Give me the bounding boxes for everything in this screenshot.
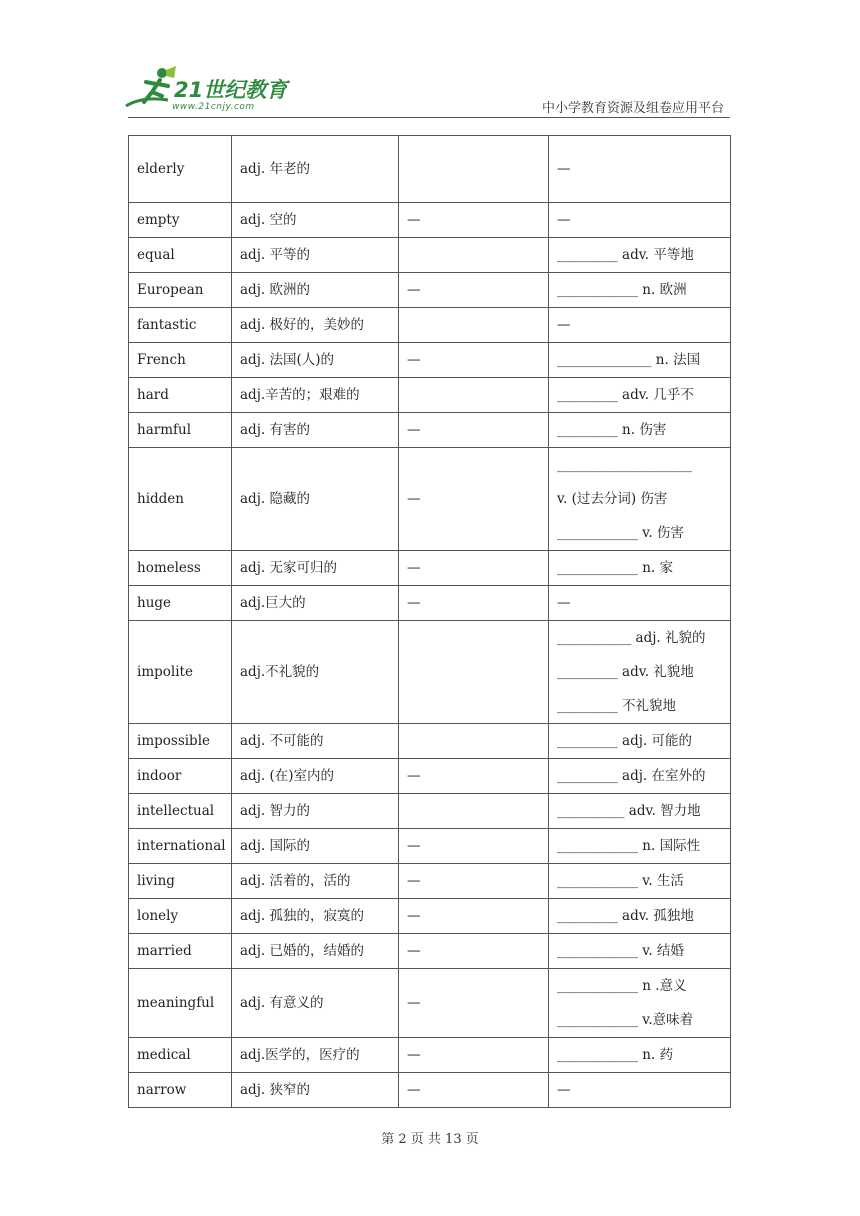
page-number: 第 2 页 共 13 页 bbox=[381, 1132, 479, 1147]
word-cell: narrow bbox=[129, 1073, 232, 1108]
derivative-cell bbox=[549, 551, 731, 586]
form-cell: — bbox=[399, 273, 549, 308]
derivative-line: ____________ n. 家 bbox=[557, 560, 674, 576]
meaning-cell: adj. 隐藏的 bbox=[232, 448, 399, 551]
derivative-line: ____________ v.意味着 bbox=[557, 1012, 694, 1028]
derivative-line: _________ adj. 可能的 bbox=[557, 733, 692, 749]
derivative-line: — bbox=[557, 317, 571, 333]
form-cell bbox=[399, 238, 549, 273]
form-cell: — bbox=[399, 829, 549, 864]
table-row bbox=[129, 413, 731, 448]
derivative-cell bbox=[549, 413, 731, 448]
derivative-cell bbox=[549, 1038, 731, 1073]
form-cell: — bbox=[399, 343, 549, 378]
table-row bbox=[129, 969, 731, 1038]
derivative-line: _________ adv. 几乎不 bbox=[557, 387, 694, 403]
runner-icon bbox=[122, 66, 178, 116]
meaning-cell: adj. 年老的 bbox=[232, 136, 399, 203]
meaning-cell: adj. 狭窄的 bbox=[232, 1073, 399, 1108]
form-cell bbox=[399, 136, 549, 203]
meaning-cell: adj. 有意义的 bbox=[232, 969, 399, 1038]
word-cell: harmful bbox=[129, 413, 232, 448]
derivative-cell bbox=[549, 308, 731, 343]
form-cell bbox=[399, 621, 549, 724]
header-divider bbox=[128, 117, 730, 118]
table-row bbox=[129, 621, 731, 724]
derivative-cell bbox=[549, 724, 731, 759]
derivative-line: v. (过去分词) 伤害 bbox=[557, 491, 668, 507]
derivative-line: — bbox=[557, 161, 571, 177]
derivative-cell bbox=[549, 794, 731, 829]
derivative-cell bbox=[549, 1073, 731, 1108]
form-cell: — bbox=[399, 203, 549, 238]
form-cell bbox=[399, 308, 549, 343]
form-cell: — bbox=[399, 969, 549, 1038]
derivative-cell bbox=[549, 238, 731, 273]
table-row bbox=[129, 864, 731, 899]
form-cell: — bbox=[399, 759, 549, 794]
table-row bbox=[129, 759, 731, 794]
derivative-cell bbox=[549, 586, 731, 621]
page-header bbox=[0, 0, 860, 120]
word-cell: intellectual bbox=[129, 794, 232, 829]
word-cell: fantastic bbox=[129, 308, 232, 343]
table-row bbox=[129, 1073, 731, 1108]
form-cell: — bbox=[399, 1073, 549, 1108]
table-row bbox=[129, 724, 731, 759]
meaning-cell: adj. 空的 bbox=[232, 203, 399, 238]
word-cell: international bbox=[129, 829, 232, 864]
form-cell: — bbox=[399, 934, 549, 969]
word-cell: impolite bbox=[129, 621, 232, 724]
derivative-cell bbox=[549, 934, 731, 969]
form-cell: — bbox=[399, 899, 549, 934]
table-row bbox=[129, 136, 731, 203]
logo-url: www.21cnjy.com bbox=[172, 102, 255, 112]
table-row bbox=[129, 273, 731, 308]
word-cell: impossible bbox=[129, 724, 232, 759]
meaning-cell: adj. (在)室内的 bbox=[232, 759, 399, 794]
derivative-line: ____________ v. 结婚 bbox=[557, 943, 684, 959]
derivative-cell bbox=[549, 378, 731, 413]
word-cell: indoor bbox=[129, 759, 232, 794]
table-row bbox=[129, 934, 731, 969]
derivative-cell bbox=[549, 759, 731, 794]
meaning-cell: adj. 欧洲的 bbox=[232, 273, 399, 308]
table-row bbox=[129, 378, 731, 413]
derivative-line: ____________ n. 欧洲 bbox=[557, 282, 687, 298]
form-cell: — bbox=[399, 864, 549, 899]
meaning-cell: adj. 国际的 bbox=[232, 829, 399, 864]
table-row bbox=[129, 551, 731, 586]
derivative-cell bbox=[549, 136, 731, 203]
meaning-cell: adj.巨大的 bbox=[232, 586, 399, 621]
table-row bbox=[129, 1038, 731, 1073]
word-cell: elderly bbox=[129, 136, 232, 203]
derivative-line: __________ adv. 智力地 bbox=[557, 803, 701, 819]
table-row bbox=[129, 308, 731, 343]
derivative-cell bbox=[549, 621, 731, 724]
derivative-line: _________ adv. 平等地 bbox=[557, 247, 694, 263]
meaning-cell: adj. 极好的，美妙的 bbox=[232, 308, 399, 343]
derivative-line: — bbox=[557, 1082, 571, 1098]
word-cell: lonely bbox=[129, 899, 232, 934]
derivative-line: ______________ n. 法国 bbox=[557, 352, 701, 368]
meaning-cell: adj. 活着的，活的 bbox=[232, 864, 399, 899]
word-cell: huge bbox=[129, 586, 232, 621]
word-cell: medical bbox=[129, 1038, 232, 1073]
meaning-cell: adj. 法国(人)的 bbox=[232, 343, 399, 378]
meaning-cell: adj.辛苦的；艰难的 bbox=[232, 378, 399, 413]
word-cell: meaningful bbox=[129, 969, 232, 1038]
meaning-cell: adj. 已婚的，结婚的 bbox=[232, 934, 399, 969]
word-cell: European bbox=[129, 273, 232, 308]
form-cell: — bbox=[399, 1038, 549, 1073]
form-cell: — bbox=[399, 448, 549, 551]
derivative-line: — bbox=[557, 595, 571, 611]
form-cell bbox=[399, 378, 549, 413]
table-row bbox=[129, 238, 731, 273]
derivative-cell bbox=[549, 203, 731, 238]
form-cell: — bbox=[399, 551, 549, 586]
form-cell bbox=[399, 724, 549, 759]
logo-text: 21世纪教育 bbox=[174, 78, 288, 102]
derivative-cell bbox=[549, 899, 731, 934]
word-cell: equal bbox=[129, 238, 232, 273]
table-row bbox=[129, 899, 731, 934]
derivative-line: ____________ n .意义 bbox=[557, 978, 687, 994]
derivative-line: ____________ n. 药 bbox=[557, 1047, 674, 1063]
derivative-cell bbox=[549, 343, 731, 378]
derivative-cell bbox=[549, 273, 731, 308]
logo bbox=[122, 66, 292, 118]
meaning-cell: adj. 有害的 bbox=[232, 413, 399, 448]
derivative-cell bbox=[549, 864, 731, 899]
word-cell: homeless bbox=[129, 551, 232, 586]
table-row bbox=[129, 203, 731, 238]
derivative-cell bbox=[549, 448, 731, 551]
derivative-line: ___________ adj. 礼貌的 bbox=[557, 630, 706, 646]
derivative-line: _________ adj. 在室外的 bbox=[557, 768, 706, 784]
meaning-cell: adj. 不可能的 bbox=[232, 724, 399, 759]
derivative-line: — bbox=[557, 212, 571, 228]
derivative-line: _________ adv. 礼貌地 bbox=[557, 664, 694, 680]
table-row bbox=[129, 794, 731, 829]
meaning-cell: adj. 智力的 bbox=[232, 794, 399, 829]
derivative-line: _________ adv. 孤独地 bbox=[557, 908, 694, 924]
derivative-line: ____________ n. 国际性 bbox=[557, 838, 701, 854]
form-cell bbox=[399, 794, 549, 829]
derivative-line: ____________________ bbox=[557, 457, 692, 473]
meaning-cell: adj. 孤独的，寂寞的 bbox=[232, 899, 399, 934]
table-row bbox=[129, 586, 731, 621]
form-cell: — bbox=[399, 586, 549, 621]
derivative-cell bbox=[549, 969, 731, 1038]
derivative-line: ____________ v. 伤害 bbox=[557, 525, 684, 541]
table-row bbox=[129, 829, 731, 864]
derivative-line: _________ 不礼貌地 bbox=[557, 698, 677, 714]
word-cell: married bbox=[129, 934, 232, 969]
meaning-cell: adj. 平等的 bbox=[232, 238, 399, 273]
meaning-cell: adj.医学的，医疗的 bbox=[232, 1038, 399, 1073]
form-cell: — bbox=[399, 413, 549, 448]
meaning-cell: adj. 无家可归的 bbox=[232, 551, 399, 586]
meaning-cell: adj.不礼貌的 bbox=[232, 621, 399, 724]
word-cell: living bbox=[129, 864, 232, 899]
derivative-line: _________ n. 伤害 bbox=[557, 422, 667, 438]
word-cell: hidden bbox=[129, 448, 232, 551]
derivative-cell bbox=[549, 829, 731, 864]
derivative-line: ____________ v. 生活 bbox=[557, 873, 684, 889]
vocabulary-table bbox=[128, 135, 731, 1108]
table-row bbox=[129, 343, 731, 378]
word-cell: French bbox=[129, 343, 232, 378]
word-cell: empty bbox=[129, 203, 232, 238]
platform-name: 中小学教育资源及组卷应用平台 bbox=[541, 101, 724, 116]
word-cell: hard bbox=[129, 378, 232, 413]
table-row bbox=[129, 448, 731, 551]
